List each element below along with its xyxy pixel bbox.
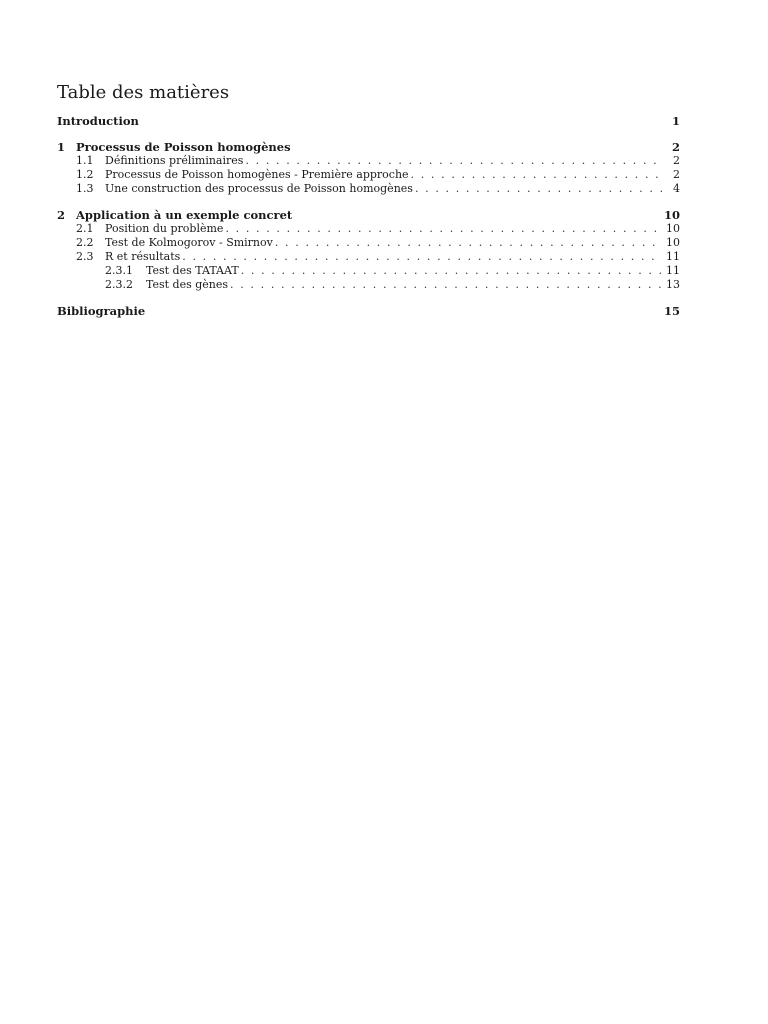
toc-entry-section-2-2[interactable] xyxy=(57,236,680,250)
toc-entry-subsection-2-3-2[interactable] xyxy=(57,278,680,292)
toc-title: Table des matières xyxy=(57,82,230,103)
toc-entry-number: 1 xyxy=(57,140,66,154)
toc-entry-page: 13 xyxy=(666,278,680,291)
toc-entry-number: 2.1 xyxy=(76,222,94,235)
toc-entry-chapter-1[interactable] xyxy=(57,140,680,154)
toc-entry-label: Une construction des processus de Poisson homogènes xyxy=(105,182,413,195)
toc-entry-label: Application à un exemple concret xyxy=(76,208,293,222)
toc-entry-page: 2 xyxy=(671,140,680,154)
toc-dot-leader xyxy=(415,182,662,196)
toc-dot-leader xyxy=(245,154,662,168)
toc-entry-number: 2.3.1 xyxy=(105,264,133,277)
toc-entry-label: R et résultats xyxy=(105,250,181,263)
toc-entry-label: Test des gènes xyxy=(146,278,229,291)
toc-entry-section-1-1[interactable] xyxy=(57,154,680,168)
toc-entry-number: 1.1 xyxy=(76,154,94,167)
toc-entry-label: Test de Kolmogorov - Smirnov xyxy=(105,236,273,249)
toc-entry-page: 2 xyxy=(673,154,680,167)
toc-entry-chapter-2[interactable] xyxy=(57,208,680,222)
toc-entry-number: 2.3 xyxy=(76,250,94,263)
toc-entry-page: 10 xyxy=(663,208,680,222)
toc-dot-leader xyxy=(230,278,662,292)
toc-entry-subsection-2-3-1[interactable] xyxy=(57,264,680,278)
toc-entry-section-1-2[interactable] xyxy=(57,168,680,182)
toc-entry-label: Test des TATAAT xyxy=(146,264,239,277)
toc-entry-page: 11 xyxy=(666,250,680,263)
toc-dot-leader xyxy=(275,236,662,250)
toc-entry-page: 10 xyxy=(666,222,680,235)
toc-entry-page: 1 xyxy=(671,114,680,128)
toc-entry-number: 2.3.2 xyxy=(105,278,133,291)
toc-entry-number: 2 xyxy=(57,208,66,222)
toc-entry-number: 1.2 xyxy=(76,168,94,181)
toc-entry-number: 2.2 xyxy=(76,236,94,249)
toc-entry-label: Processus de Poisson homogènes - Première approche xyxy=(105,168,409,181)
toc-entry-introduction[interactable] xyxy=(57,114,680,128)
toc-dot-leader xyxy=(411,168,662,182)
toc-entry-label: Bibliographie xyxy=(57,304,146,318)
toc-entry-page: 2 xyxy=(673,168,680,181)
toc-entry-label: Définitions préliminaires xyxy=(105,154,244,167)
toc-entry-section-2-1[interactable] xyxy=(57,222,680,236)
toc-entry-number: 1.3 xyxy=(76,182,94,195)
document-page xyxy=(57,82,680,318)
toc-entry-label: Processus de Poisson homogènes xyxy=(76,140,291,154)
toc-entry-section-1-3[interactable] xyxy=(57,182,680,196)
toc-dot-leader xyxy=(241,264,662,278)
toc-entry-page: 15 xyxy=(663,304,680,318)
toc-entry-page: 4 xyxy=(673,182,680,195)
toc-dot-leader xyxy=(225,222,662,236)
toc-entry-page: 10 xyxy=(666,236,680,249)
toc-entry-page: 11 xyxy=(666,264,680,277)
toc-entry-label: Introduction xyxy=(57,114,139,128)
toc-entry-label: Position du problème xyxy=(105,222,224,235)
toc-dot-leader xyxy=(182,250,662,264)
toc-entry-section-2-3[interactable] xyxy=(57,250,680,264)
toc-entry-bibliographie[interactable] xyxy=(57,304,680,318)
